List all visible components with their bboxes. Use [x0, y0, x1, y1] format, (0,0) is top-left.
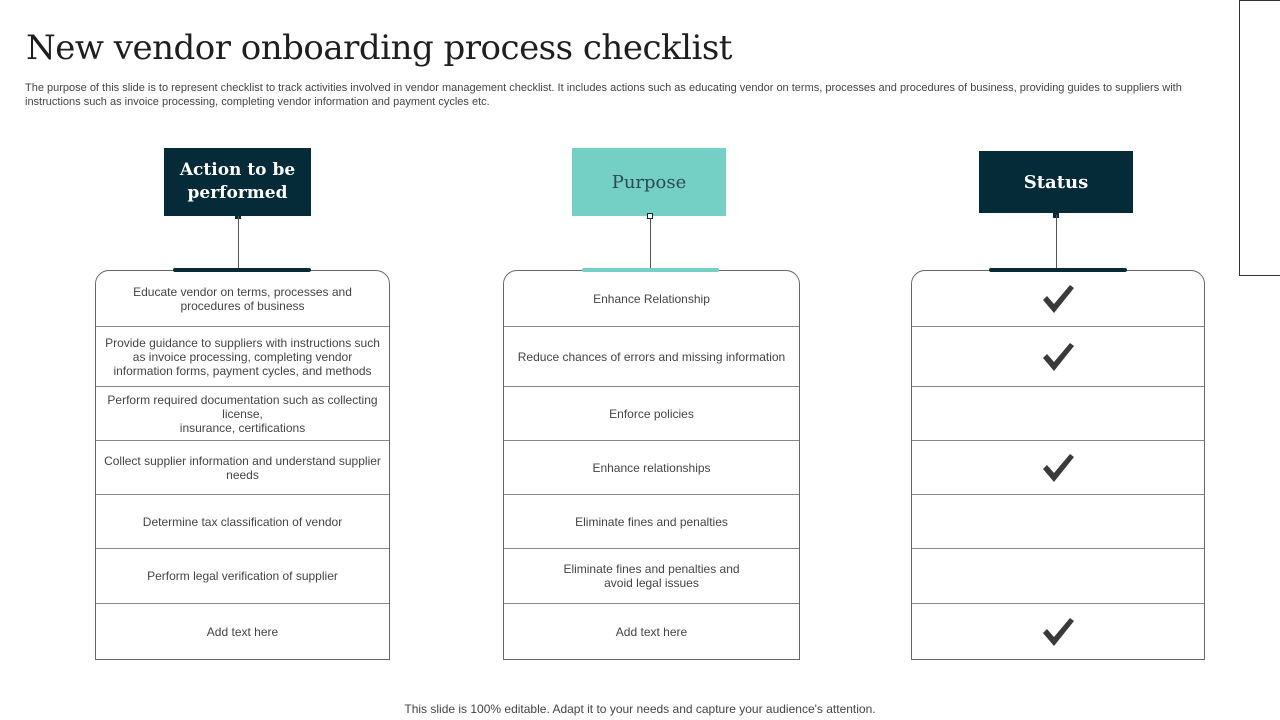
page-description: The purpose of this slide is to represent checklist to track activities involved in vendor management checklist. It includes actions such as educating vendor on terms, processes and procedures of business, providing guides to suppliers with instructions such as invoice processing, completing vendor information and payment cycles etc.: [25, 82, 1182, 108]
checkmark-icon: [1041, 341, 1075, 373]
status-cell: [912, 548, 1204, 603]
connector-line: [650, 219, 651, 268]
header-accent-bar: [173, 268, 311, 272]
status-cell: [912, 494, 1204, 548]
header-accent-bar: [989, 268, 1127, 272]
status-cell: [912, 271, 1204, 326]
table-row: Reduce chances of errors and missing information: [504, 326, 799, 386]
status-heading: Status: [979, 151, 1133, 213]
status-cell: [912, 440, 1204, 494]
table-row: Enhance Relationship: [593, 291, 710, 306]
table-row: Educate vendor on terms, processes and procedures of business: [133, 284, 352, 313]
action-heading: Action to be performed: [164, 148, 311, 216]
checkmark-icon: [1041, 616, 1075, 648]
purpose-table: [503, 270, 800, 660]
connector-line: [1056, 215, 1057, 268]
table-row: Eliminate fines and penalties: [504, 494, 799, 548]
table-row: Provide guidance to suppliers with instructions such as invoice processing, completing vendor information forms, payment cycles, and methods: [96, 326, 389, 386]
side-frame: [1239, 0, 1280, 276]
page-title: New vendor onboarding process checklist: [26, 28, 732, 68]
checkmark-icon: [1041, 283, 1075, 315]
status-table: [911, 270, 1205, 660]
footer-note: This slide is 100% editable. Adapt it to your needs and capture your audience's attention.: [404, 702, 876, 716]
status-cell: [912, 386, 1204, 440]
header-accent-bar: [582, 268, 719, 272]
checkmark-icon: [1041, 452, 1075, 484]
connector-line: [238, 216, 239, 268]
table-row: Determine tax classification of vendor: [96, 494, 389, 548]
table-row: Add text here: [96, 603, 389, 659]
table-row: Add text here: [504, 603, 799, 659]
table-row: Enforce policies: [504, 386, 799, 440]
action-table: [95, 270, 390, 660]
table-row: Perform legal verification of supplier: [96, 548, 389, 603]
table-row: Eliminate fines and penalties and avoid legal issues: [504, 548, 799, 603]
table-row: Perform required documentation such as collecting license, insurance, certifications: [96, 386, 389, 440]
status-cell: [912, 326, 1204, 386]
table-row: Collect supplier information and understand supplier needs: [96, 440, 389, 494]
purpose-heading: Purpose: [572, 148, 726, 216]
table-row: Enhance relationships: [504, 440, 799, 494]
status-cell: [912, 603, 1204, 659]
